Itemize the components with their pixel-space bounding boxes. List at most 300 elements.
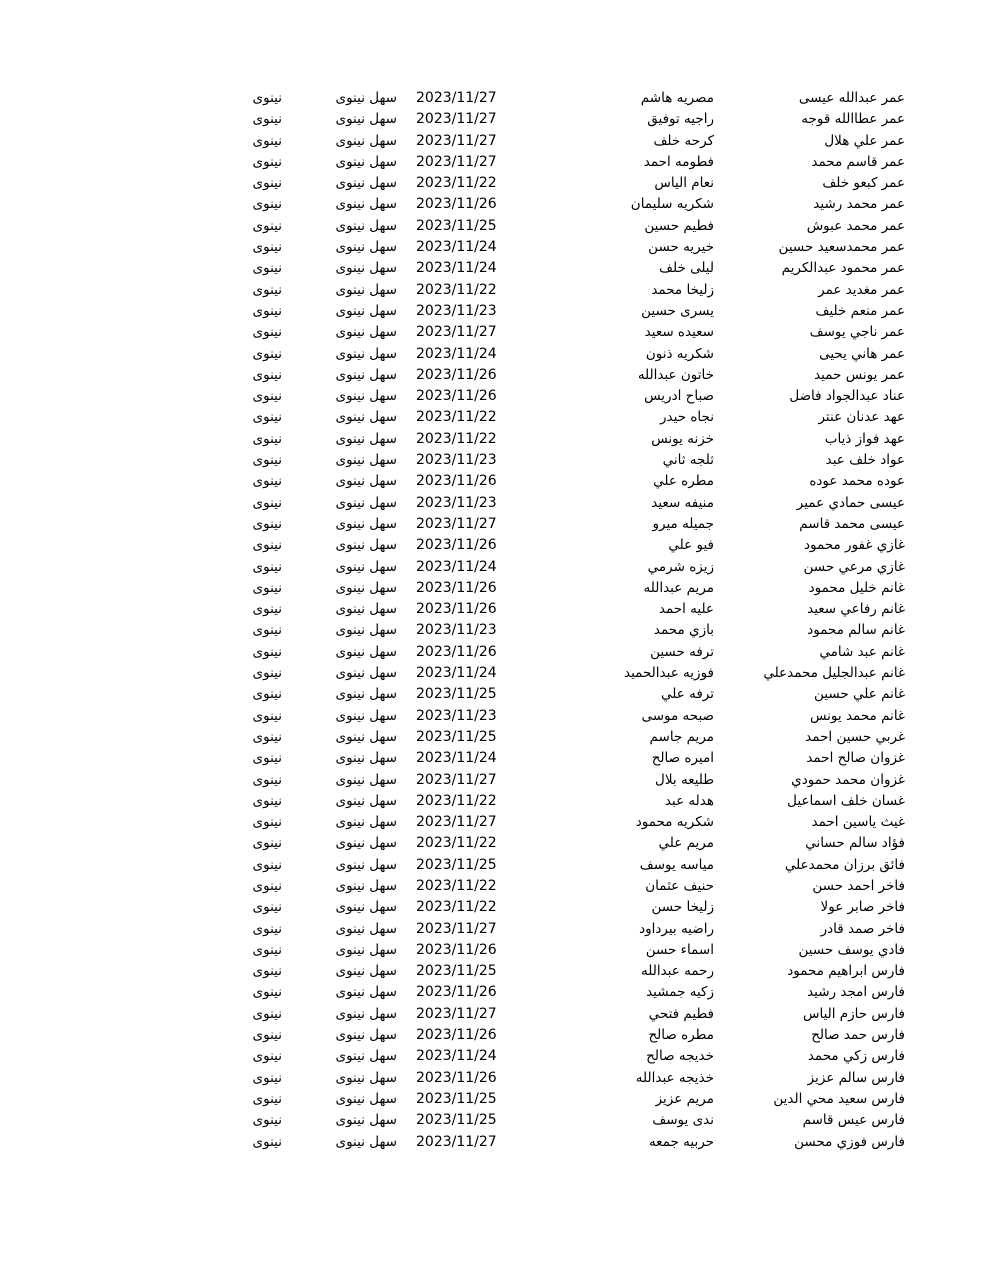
- table-row: [0, 514, 989, 535]
- governorate-name: نينوى: [252, 366, 282, 383]
- mother-name: صباح ادريس: [644, 388, 714, 405]
- district-name: سهل نينوى: [335, 1090, 397, 1107]
- person-name: عمر محمد رشيد: [813, 196, 905, 213]
- record-date: 2023/11/25: [416, 963, 497, 980]
- governorate-name: نينوى: [252, 1069, 282, 1086]
- mother-name: زليخا محمد: [651, 281, 714, 298]
- district-name: سهل نينوى: [335, 728, 397, 745]
- district-name: سهل نينوى: [335, 111, 397, 128]
- district-name: سهل نينوى: [335, 175, 397, 192]
- person-name: عمر يونس حميد: [814, 366, 905, 383]
- mother-name: اميره صالح: [651, 750, 714, 767]
- mother-name: ترفه حسين: [650, 643, 714, 660]
- governorate-name: نينوى: [252, 409, 282, 426]
- record-date: 2023/11/25: [416, 728, 497, 745]
- table-row: [0, 684, 989, 705]
- table-row: [0, 407, 989, 428]
- person-name: عواد خلف عبد: [825, 452, 905, 469]
- mother-name: فطيم فتحي: [648, 1005, 714, 1022]
- table-row: [0, 1132, 989, 1153]
- table-row: [0, 258, 989, 279]
- governorate-name: نينوى: [252, 239, 282, 256]
- table-row: [0, 812, 989, 833]
- record-date: 2023/11/27: [416, 111, 497, 128]
- mother-name: مياسه يوسف: [639, 856, 714, 873]
- person-name: فائق برزان محمدعلي: [784, 856, 905, 873]
- record-date: 2023/11/23: [416, 302, 497, 319]
- governorate-name: نينوى: [252, 260, 282, 277]
- governorate-name: نينوى: [252, 345, 282, 362]
- person-name: غازي مرعي حسن: [803, 558, 905, 575]
- mother-name: ندى يوسف: [652, 1112, 714, 1129]
- governorate-name: نينوى: [252, 984, 282, 1001]
- mother-name: خاتون عبدالله: [637, 366, 714, 383]
- district-name: سهل نينوى: [335, 1112, 397, 1129]
- governorate-name: نينوى: [252, 217, 282, 234]
- district-name: سهل نينوى: [335, 622, 397, 639]
- person-name: فؤاد سالم حساني: [805, 835, 905, 852]
- district-name: سهل نينوى: [335, 707, 397, 724]
- record-date: 2023/11/26: [416, 473, 497, 490]
- mother-name: منيفه سعيد: [651, 494, 714, 511]
- table-row: [0, 791, 989, 812]
- record-date: 2023/11/25: [416, 1090, 497, 1107]
- table-row: [0, 961, 989, 982]
- person-name: فارس فوزي محسن: [794, 1133, 905, 1150]
- district-name: سهل نينوى: [335, 856, 397, 873]
- table-row: [0, 727, 989, 748]
- mother-name: فوزيه عبدالحميد: [624, 665, 714, 682]
- record-date: 2023/11/24: [416, 345, 497, 362]
- district-name: سهل نينوى: [335, 1005, 397, 1022]
- person-name: غربي حسين احمد: [805, 728, 905, 745]
- governorate-name: نينوى: [252, 643, 282, 660]
- table-row: [0, 173, 989, 194]
- record-date: 2023/11/24: [416, 558, 497, 575]
- table-row: [0, 557, 989, 578]
- record-date: 2023/11/26: [416, 1027, 497, 1044]
- record-date: 2023/11/26: [416, 941, 497, 958]
- record-date: 2023/11/24: [416, 260, 497, 277]
- governorate-name: نينوى: [252, 1005, 282, 1022]
- mother-name: خديجه صالح: [646, 1048, 714, 1065]
- person-name: عوده محمد عوده: [809, 473, 905, 490]
- district-name: سهل نينوى: [335, 409, 397, 426]
- record-date: 2023/11/26: [416, 537, 497, 554]
- governorate-name: نينوى: [252, 388, 282, 405]
- district-name: سهل نينوى: [335, 1133, 397, 1150]
- mother-name: حنيف عثمان: [645, 877, 714, 894]
- person-name: عمر منعم خليف: [815, 302, 905, 319]
- table-row: [0, 322, 989, 343]
- record-date: 2023/11/22: [416, 792, 497, 809]
- person-name: فارس زكي محمد: [807, 1048, 905, 1065]
- record-date: 2023/11/27: [416, 771, 497, 788]
- governorate-name: نينوى: [252, 473, 282, 490]
- table-row: [0, 535, 989, 556]
- governorate-name: نينوى: [252, 792, 282, 809]
- person-name: عمر علي هلال: [824, 132, 905, 149]
- person-name: غانم محمد يونس: [809, 707, 905, 724]
- mother-name: مطره علي: [653, 473, 714, 490]
- table-row: [0, 706, 989, 727]
- governorate-name: نينوى: [252, 281, 282, 298]
- table-row: [0, 1046, 989, 1067]
- person-name: فارس سعيد محي الدين: [773, 1090, 905, 1107]
- mother-name: فيو علي: [668, 537, 714, 554]
- person-name: غانم خليل محمود: [808, 579, 905, 596]
- governorate-name: نينوى: [252, 558, 282, 575]
- person-name: فارس امجد رشيد: [807, 984, 905, 1001]
- record-date: 2023/11/25: [416, 856, 497, 873]
- table-row: [0, 429, 989, 450]
- governorate-name: نينوى: [252, 963, 282, 980]
- governorate-name: نينوى: [252, 814, 282, 831]
- governorate-name: نينوى: [252, 686, 282, 703]
- record-date: 2023/11/23: [416, 622, 497, 639]
- district-name: سهل نينوى: [335, 260, 397, 277]
- district-name: سهل نينوى: [335, 665, 397, 682]
- district-name: سهل نينوى: [335, 239, 397, 256]
- person-name: فارس حمد صالح: [811, 1027, 905, 1044]
- person-name: غزوان محمد حمودي: [791, 771, 905, 788]
- district-name: سهل نينوى: [335, 388, 397, 405]
- mother-name: شكريه محمود: [635, 814, 714, 831]
- mother-name: مريم عبدالله: [643, 579, 714, 596]
- district-name: سهل نينوى: [335, 153, 397, 170]
- governorate-name: نينوى: [252, 302, 282, 319]
- mother-name: صبحه موسى: [641, 707, 714, 724]
- table-row: [0, 152, 989, 173]
- district-name: سهل نينوى: [335, 1027, 397, 1044]
- person-name: عمر محمد عبوش: [806, 217, 905, 234]
- table-row: [0, 493, 989, 514]
- table-row: [0, 876, 989, 897]
- governorate-name: نينوى: [252, 941, 282, 958]
- table-row: [0, 642, 989, 663]
- governorate-name: نينوى: [252, 430, 282, 447]
- mother-name: ليلى خلف: [659, 260, 714, 277]
- governorate-name: نينوى: [252, 920, 282, 937]
- record-date: 2023/11/25: [416, 217, 497, 234]
- table-row: [0, 471, 989, 492]
- person-name: عمر هاني يحيى: [819, 345, 905, 362]
- district-name: سهل نينوى: [335, 792, 397, 809]
- mother-name: نجاه حيدر: [660, 409, 714, 426]
- governorate-name: نينوى: [252, 771, 282, 788]
- record-date: 2023/11/27: [416, 90, 497, 106]
- table-row: [0, 280, 989, 301]
- district-name: سهل نينوى: [335, 771, 397, 788]
- table-row: [0, 194, 989, 215]
- mother-name: كرحه خلف: [653, 132, 714, 149]
- governorate-name: نينوى: [252, 196, 282, 213]
- district-name: سهل نينوى: [335, 537, 397, 554]
- district-name: سهل نينوى: [335, 302, 397, 319]
- governorate-name: نينوى: [252, 750, 282, 767]
- table-row: [0, 237, 989, 258]
- record-date: 2023/11/27: [416, 920, 497, 937]
- mother-name: خذيجه عبدالله: [635, 1069, 714, 1086]
- mother-name: خيريه حسن: [648, 239, 714, 256]
- district-name: سهل نينوى: [335, 963, 397, 980]
- person-name: عهد عدنان عنتر: [818, 409, 905, 426]
- governorate-name: نينوى: [252, 153, 282, 170]
- table-row: [0, 982, 989, 1003]
- table-row: [0, 450, 989, 471]
- governorate-name: نينوى: [252, 175, 282, 192]
- person-name: فاخر احمد حسن: [812, 877, 905, 894]
- district-name: سهل نينوى: [335, 345, 397, 362]
- table-row: [0, 663, 989, 684]
- governorate-name: نينوى: [252, 1048, 282, 1065]
- record-date: 2023/11/22: [416, 409, 497, 426]
- record-date: 2023/11/26: [416, 984, 497, 1001]
- person-name: عناد عبدالجواد فاضل: [789, 388, 905, 405]
- governorate-name: نينوى: [252, 452, 282, 469]
- district-name: سهل نينوى: [335, 196, 397, 213]
- mother-name: ثلجه ثاني: [662, 452, 714, 469]
- record-date: 2023/11/25: [416, 1112, 497, 1129]
- table-row: [0, 131, 989, 152]
- record-date: 2023/11/27: [416, 1133, 497, 1150]
- mother-name: راضيه بيرداود: [639, 920, 714, 937]
- record-date: 2023/11/26: [416, 579, 497, 596]
- district-name: سهل نينوى: [335, 430, 397, 447]
- table-row: [0, 748, 989, 769]
- person-name: عمر كبعو خلف: [822, 175, 905, 192]
- record-date: 2023/11/26: [416, 388, 497, 405]
- person-name: عيسى حمادي عمير: [796, 494, 905, 511]
- mother-name: راجيه توفيق: [647, 111, 714, 128]
- person-name: غانم علي حسين: [813, 686, 905, 703]
- person-name: فاخر صمد قادر: [820, 920, 905, 937]
- district-name: سهل نينوى: [335, 281, 397, 298]
- record-date: 2023/11/22: [416, 175, 497, 192]
- governorate-name: نينوى: [252, 1112, 282, 1129]
- table-row: [0, 1068, 989, 1089]
- record-date: 2023/11/26: [416, 643, 497, 660]
- governorate-name: نينوى: [252, 1133, 282, 1150]
- table-row: [0, 344, 989, 365]
- district-name: سهل نينوى: [335, 941, 397, 958]
- district-name: سهل نينوى: [335, 984, 397, 1001]
- record-date: 2023/11/22: [416, 877, 497, 894]
- record-date: 2023/11/27: [416, 814, 497, 831]
- table-row: [0, 301, 989, 322]
- table-row: [0, 1004, 989, 1025]
- record-date: 2023/11/25: [416, 686, 497, 703]
- record-date: 2023/11/27: [416, 515, 497, 532]
- governorate-name: نينوى: [252, 515, 282, 532]
- table-row: [0, 940, 989, 961]
- governorate-name: نينوى: [252, 111, 282, 128]
- person-name: عمر قاسم محمد: [811, 153, 905, 170]
- district-name: سهل نينوى: [335, 643, 397, 660]
- governorate-name: نينوى: [252, 132, 282, 149]
- governorate-name: نينوى: [252, 728, 282, 745]
- district-name: سهل نينوى: [335, 473, 397, 490]
- governorate-name: نينوى: [252, 835, 282, 852]
- record-date: 2023/11/27: [416, 153, 497, 170]
- governorate-name: نينوى: [252, 1090, 282, 1107]
- person-name: فادي يوسف حسين: [798, 941, 905, 958]
- mother-name: زيزه شرمي: [647, 558, 714, 575]
- district-name: سهل نينوى: [335, 515, 397, 532]
- person-name: غيث ياسين احمد: [811, 814, 905, 831]
- district-name: سهل نينوى: [335, 324, 397, 341]
- district-name: سهل نينوى: [335, 877, 397, 894]
- person-name: غانم عبد شامي: [819, 643, 905, 660]
- person-name: فاخر صابر عولا: [820, 899, 905, 916]
- table-row: [0, 833, 989, 854]
- person-name: عمر محمود عبدالكريم: [781, 260, 905, 277]
- governorate-name: نينوى: [252, 601, 282, 618]
- mother-name: ترفه علي: [661, 686, 714, 703]
- person-name: غزوان صالح احمد: [806, 750, 905, 767]
- record-date: 2023/11/24: [416, 750, 497, 767]
- table-row: [0, 386, 989, 407]
- mother-name: فطومه احمد: [643, 153, 714, 170]
- mother-name: شكريه ذنون: [645, 345, 714, 362]
- district-name: سهل نينوى: [335, 920, 397, 937]
- mother-name: بازي محمد: [653, 622, 714, 639]
- district-name: سهل نينوى: [335, 1048, 397, 1065]
- table-row: [0, 620, 989, 641]
- person-name: عمر عبدالله عيسى: [798, 90, 905, 106]
- governorate-name: نينوى: [252, 665, 282, 682]
- governorate-name: نينوى: [252, 877, 282, 894]
- record-date: 2023/11/22: [416, 430, 497, 447]
- record-date: 2023/11/22: [416, 899, 497, 916]
- person-name: غانم رفاعي سعيد: [807, 601, 905, 618]
- mother-name: يسرى حسين: [641, 302, 714, 319]
- table-row: [0, 919, 989, 940]
- record-date: 2023/11/22: [416, 835, 497, 852]
- mother-name: اسماء حسن: [645, 941, 714, 958]
- mother-name: مصريه هاشم: [640, 90, 714, 106]
- mother-name: مريم جاسم: [649, 728, 714, 745]
- person-name: عمر مغديد عمر: [818, 281, 905, 298]
- district-name: سهل نينوى: [335, 814, 397, 831]
- record-date: 2023/11/27: [416, 324, 497, 341]
- mother-name: عليه احمد: [658, 601, 714, 618]
- person-name: غازي غفور محمود: [804, 537, 905, 554]
- person-name: فارس حازم الياس: [802, 1005, 905, 1022]
- district-name: سهل نينوى: [335, 750, 397, 767]
- table-row: [0, 109, 989, 130]
- record-date: 2023/11/23: [416, 494, 497, 511]
- record-date: 2023/11/26: [416, 196, 497, 213]
- table-row: [0, 216, 989, 237]
- governorate-name: نينوى: [252, 90, 282, 106]
- person-name: غانم سالم محمود: [807, 622, 905, 639]
- governorate-name: نينوى: [252, 707, 282, 724]
- mother-name: جميله ميرو: [652, 515, 714, 532]
- district-name: سهل نينوى: [335, 494, 397, 511]
- person-name: عمر محمدسعيد حسين: [778, 239, 905, 256]
- person-name: فارس ابراهيم محمود: [787, 963, 905, 980]
- district-name: سهل نينوى: [335, 217, 397, 234]
- person-name: عمر عطاالله قوجه: [801, 111, 905, 128]
- governorate-name: نينوى: [252, 579, 282, 596]
- governorate-name: نينوى: [252, 899, 282, 916]
- mother-name: رحمه عبدالله: [641, 963, 714, 980]
- person-name: عيسى محمد قاسم: [799, 515, 905, 532]
- table-row: [0, 770, 989, 791]
- district-name: سهل نينوى: [335, 132, 397, 149]
- mother-name: حربيه جمعه: [648, 1133, 714, 1150]
- district-name: سهل نينوى: [335, 366, 397, 383]
- mother-name: خزنه يونس: [651, 430, 714, 447]
- mother-name: مريم علي: [658, 835, 714, 852]
- person-name: فارس عيس قاسم: [802, 1112, 905, 1129]
- record-date: 2023/11/26: [416, 366, 497, 383]
- record-date: 2023/11/26: [416, 601, 497, 618]
- district-name: سهل نينوى: [335, 579, 397, 596]
- table-row: [0, 1110, 989, 1131]
- record-date: 2023/11/26: [416, 1069, 497, 1086]
- district-name: سهل نينوى: [335, 1069, 397, 1086]
- table-row: [0, 88, 989, 109]
- person-name: غسان خلف اسماعيل: [787, 792, 905, 809]
- governorate-name: نينوى: [252, 494, 282, 511]
- record-date: 2023/11/27: [416, 1005, 497, 1022]
- person-name: عهد فواز ذياب: [824, 430, 905, 447]
- district-name: سهل نينوى: [335, 90, 397, 106]
- table-row: [0, 1089, 989, 1110]
- table-row: [0, 599, 989, 620]
- table-row: [0, 1025, 989, 1046]
- mother-name: مريم عزيز: [655, 1090, 714, 1107]
- mother-name: هدله عبد: [664, 792, 714, 809]
- governorate-name: نينوى: [252, 1027, 282, 1044]
- person-name: غانم عبدالجليل محمدعلي: [763, 665, 905, 682]
- table-row: [0, 855, 989, 876]
- governorate-name: نينوى: [252, 324, 282, 341]
- record-date: 2023/11/23: [416, 452, 497, 469]
- district-name: سهل نينوى: [335, 452, 397, 469]
- governorate-name: نينوى: [252, 537, 282, 554]
- mother-name: طليعه بلال: [655, 771, 714, 788]
- record-date: 2023/11/24: [416, 239, 497, 256]
- mother-name: مطره صالح: [648, 1027, 714, 1044]
- district-name: سهل نينوى: [335, 899, 397, 916]
- governorate-name: نينوى: [252, 856, 282, 873]
- district-name: سهل نينوى: [335, 835, 397, 852]
- record-date: 2023/11/23: [416, 707, 497, 724]
- table-row: [0, 578, 989, 599]
- governorate-name: نينوى: [252, 622, 282, 639]
- person-name: فارس سالم عزيز: [807, 1069, 905, 1086]
- table-row: [0, 897, 989, 918]
- district-name: سهل نينوى: [335, 601, 397, 618]
- mother-name: نعام الياس: [654, 175, 714, 192]
- mother-name: فطيم حسين: [644, 217, 714, 234]
- mother-name: شكريه سليمان: [630, 196, 714, 213]
- district-name: سهل نينوى: [335, 686, 397, 703]
- district-name: سهل نينوى: [335, 558, 397, 575]
- record-date: 2023/11/24: [416, 1048, 497, 1065]
- records-table: [0, 88, 989, 1153]
- table-row: [0, 365, 989, 386]
- record-date: 2023/11/24: [416, 665, 497, 682]
- person-name: عمر ناجي يوسف: [809, 324, 905, 341]
- record-date: 2023/11/27: [416, 132, 497, 149]
- mother-name: سعيده سعيد: [644, 324, 714, 341]
- record-date: 2023/11/22: [416, 281, 497, 298]
- mother-name: زليخا حسن: [651, 899, 714, 916]
